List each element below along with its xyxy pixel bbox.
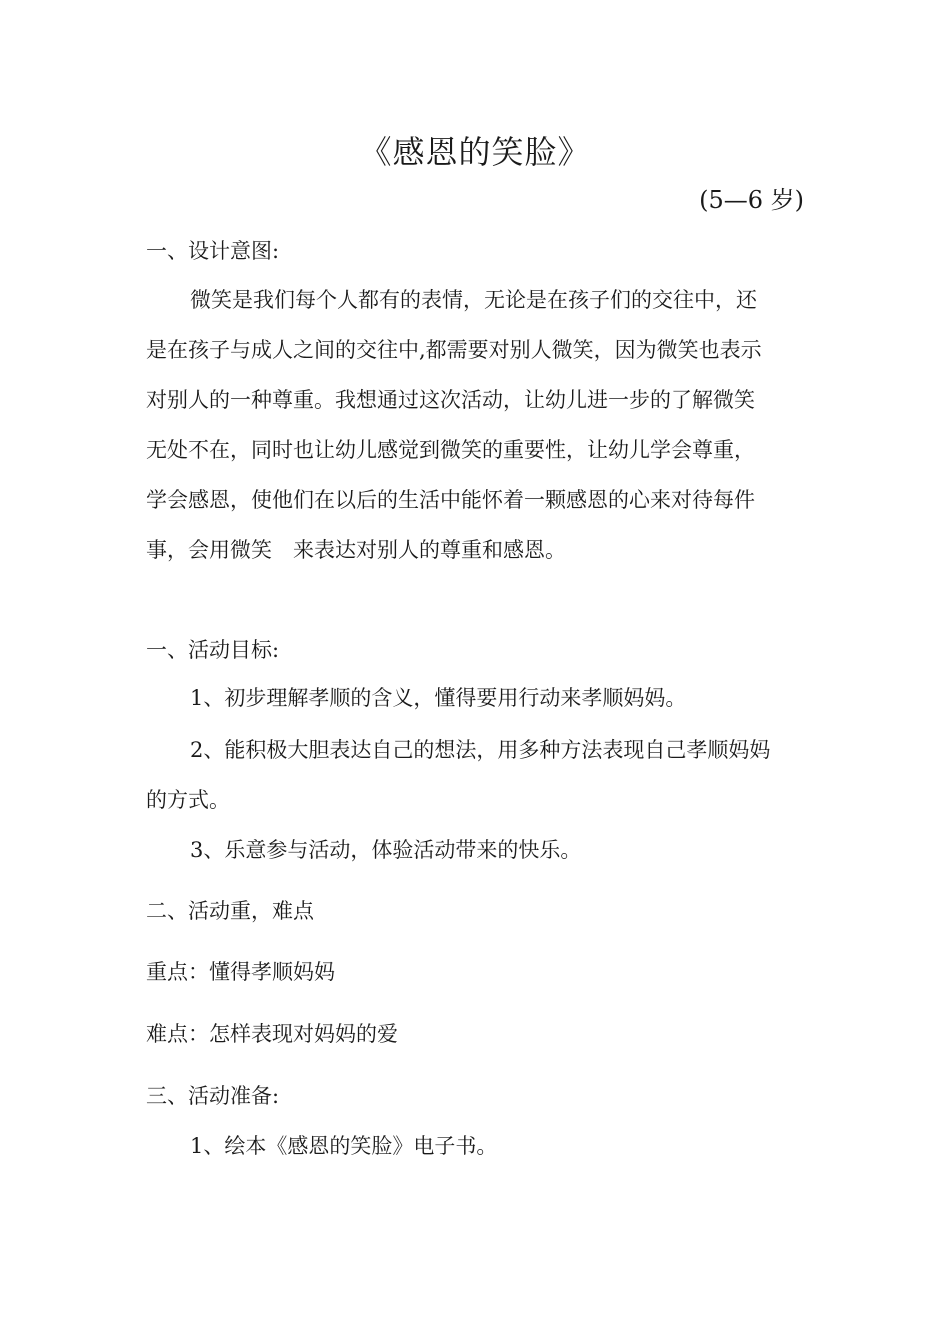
section-heading-prep: 三、活动准备: xyxy=(146,1084,280,1108)
list-item-continuation: 的方式。 xyxy=(146,788,230,812)
paragraph-line: 是在孩子与成人之间的交往中,都需要对别人微笑，因为微笑也表示 xyxy=(146,338,762,362)
paragraph-line: 对别人的一种尊重。我想通过这次活动，让幼儿进一步的了解微笑 xyxy=(146,388,755,412)
section-heading-focus: 二、活动重，难点 xyxy=(146,899,314,923)
difficulty-point: 难点：怎样表现对妈妈的爱 xyxy=(146,1022,398,1046)
list-item: 3、乐意参与活动，体验活动带来的快乐。 xyxy=(190,838,582,862)
list-item: 1、绘本《感恩的笑脸》电子书。 xyxy=(190,1134,498,1158)
paragraph-line: 无处不在，同时也让幼儿感觉到微笑的重要性，让幼儿学会尊重， xyxy=(146,438,755,462)
age-range: (5—6 岁) xyxy=(699,186,804,214)
paragraph-line: 微笑是我们每个人都有的表情，无论是在孩子们的交往中，还 xyxy=(190,288,757,312)
key-point: 重点：懂得孝顺妈妈 xyxy=(146,960,335,984)
list-item: 2、能积极大胆表达自己的想法，用多种方法表现自己孝顺妈妈 xyxy=(190,738,771,762)
section-heading-design: 一、设计意图: xyxy=(146,239,280,263)
list-item: 1、初步理解孝顺的含义，懂得要用行动来孝顺妈妈。 xyxy=(190,686,687,710)
document-title: 《感恩的笑脸》 xyxy=(359,133,591,171)
section-heading-goals: 一、活动目标: xyxy=(146,638,280,662)
paragraph-line: 学会感恩，使他们在以后的生活中能怀着一颗感恩的心来对待每件 xyxy=(146,488,755,512)
paragraph-line: 事，会用微笑 来表达对别人的尊重和感恩。 xyxy=(146,538,566,562)
